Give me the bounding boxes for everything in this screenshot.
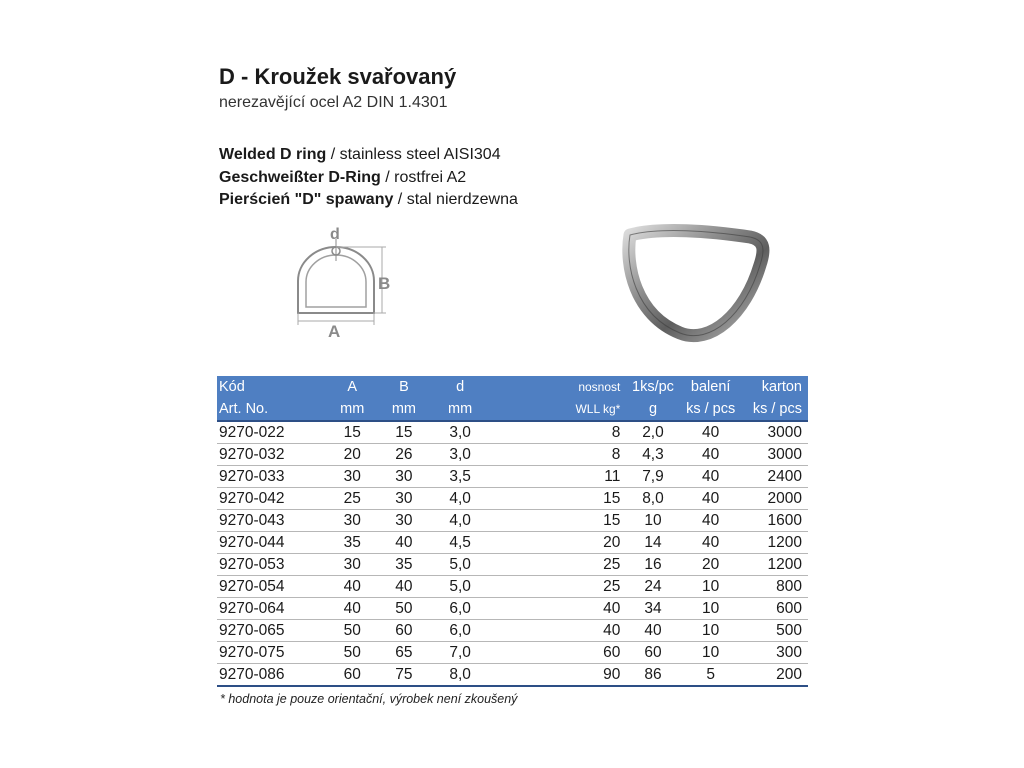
cell-d: 4,0 — [430, 510, 491, 532]
header-carton: karton — [761, 379, 802, 395]
header-weight-unit: g — [626, 398, 679, 421]
header-b-unit: mm — [378, 398, 430, 421]
cell-gap — [491, 488, 568, 510]
language-line-en — [219, 146, 501, 164]
header-carton-unit: ks / pcs — [742, 398, 808, 421]
cell-b: 60 — [378, 620, 430, 642]
cell-weight: 2,0 — [626, 421, 679, 444]
cell-pack: 20 — [680, 554, 742, 576]
language-desc-de: / rostfrei A2 — [380, 169, 467, 186]
header-wll-unit: WLL kg* — [567, 398, 626, 421]
cell-code: 9270-033 — [217, 466, 326, 488]
cell-d: 6,0 — [430, 620, 491, 642]
cell-d: 3,0 — [430, 421, 491, 444]
cell-wll: 15 — [567, 510, 626, 532]
cell-pack: 40 — [680, 532, 742, 554]
cell-carton: 300 — [742, 642, 808, 664]
language-name-de: Geschweißter D-Ring — [219, 169, 381, 186]
page-subtitle: nerezavějící ocel A2 DIN 1.4301 — [219, 94, 448, 111]
cell-weight: 40 — [626, 620, 679, 642]
cell-carton: 1600 — [742, 510, 808, 532]
table-row — [217, 532, 808, 554]
cell-a: 40 — [326, 576, 378, 598]
table-header-row-2 — [217, 398, 808, 421]
cell-pack: 10 — [680, 598, 742, 620]
cell-d: 3,0 — [430, 444, 491, 466]
cell-b: 30 — [378, 488, 430, 510]
cell-pack: 40 — [680, 510, 742, 532]
cell-code: 9270-032 — [217, 444, 326, 466]
table-row — [217, 421, 808, 444]
cell-carton: 3000 — [742, 444, 808, 466]
diagram-label-b: B — [378, 274, 391, 293]
header-gap-2 — [491, 398, 568, 421]
cell-code: 9270-065 — [217, 620, 326, 642]
cell-code: 9270-053 — [217, 554, 326, 576]
table-row — [217, 488, 808, 510]
cell-gap — [491, 664, 568, 687]
cell-weight: 7,9 — [626, 466, 679, 488]
table-row — [217, 620, 808, 642]
cell-wll: 25 — [567, 576, 626, 598]
cell-carton: 800 — [742, 576, 808, 598]
cell-b: 15 — [378, 421, 430, 444]
cell-d: 5,0 — [430, 554, 491, 576]
cell-d: 7,0 — [430, 642, 491, 664]
cell-code: 9270-086 — [217, 664, 326, 687]
table-row — [217, 598, 808, 620]
language-line-pl — [219, 191, 518, 209]
language-desc-en: / stainless steel AISI304 — [326, 146, 501, 163]
dimension-diagram — [290, 225, 400, 345]
cell-code: 9270-075 — [217, 642, 326, 664]
cell-gap — [491, 532, 568, 554]
cell-a: 30 — [326, 554, 378, 576]
cell-weight: 60 — [626, 642, 679, 664]
table-row — [217, 510, 808, 532]
cell-a: 35 — [326, 532, 378, 554]
cell-weight: 24 — [626, 576, 679, 598]
cell-code: 9270-064 — [217, 598, 326, 620]
cell-pack: 40 — [680, 488, 742, 510]
cell-d: 5,0 — [430, 576, 491, 598]
cell-code: 9270-042 — [217, 488, 326, 510]
cell-pack: 40 — [680, 421, 742, 444]
header-d: d — [456, 379, 465, 395]
cell-carton: 600 — [742, 598, 808, 620]
cell-gap — [491, 444, 568, 466]
cell-weight: 16 — [626, 554, 679, 576]
cell-gap — [491, 598, 568, 620]
cell-b: 50 — [378, 598, 430, 620]
cell-wll: 40 — [567, 598, 626, 620]
cell-carton: 2400 — [742, 466, 808, 488]
diagram-label-d: d — [330, 226, 340, 243]
cell-weight: 14 — [626, 532, 679, 554]
language-desc-pl: / stal nierdzewna — [393, 191, 518, 208]
cell-wll: 8 — [567, 421, 626, 444]
header-d-unit: mm — [430, 398, 491, 421]
language-line-de — [219, 169, 466, 187]
cell-d: 4,0 — [430, 488, 491, 510]
cell-pack: 10 — [680, 620, 742, 642]
cell-weight: 86 — [626, 664, 679, 687]
cell-wll: 11 — [567, 466, 626, 488]
cell-weight: 4,3 — [626, 444, 679, 466]
cell-d: 6,0 — [430, 598, 491, 620]
language-name-pl: Pierścień "D" spawany — [219, 191, 394, 208]
table-row — [217, 642, 808, 664]
header-code: Kód — [219, 379, 245, 395]
table-header-row-1 — [217, 376, 808, 398]
cell-pack: 40 — [680, 466, 742, 488]
cell-b: 65 — [378, 642, 430, 664]
cell-carton: 3000 — [742, 421, 808, 444]
cell-code: 9270-043 — [217, 510, 326, 532]
cell-wll: 8 — [567, 444, 626, 466]
cell-d: 4,5 — [430, 532, 491, 554]
language-name-en: Welded D ring — [219, 146, 327, 163]
cell-wll: 90 — [567, 664, 626, 687]
cell-a: 30 — [326, 510, 378, 532]
cell-gap — [491, 554, 568, 576]
header-art-no: Art. No. — [217, 398, 326, 421]
cell-a: 30 — [326, 466, 378, 488]
cell-gap — [491, 576, 568, 598]
cell-carton: 200 — [742, 664, 808, 687]
header-pack: balení — [690, 379, 731, 395]
cell-b: 40 — [378, 532, 430, 554]
table-row — [217, 466, 808, 488]
cell-gap — [491, 466, 568, 488]
cell-b: 75 — [378, 664, 430, 687]
cell-weight: 10 — [626, 510, 679, 532]
header-a-unit: mm — [326, 398, 378, 421]
cell-wll: 40 — [567, 620, 626, 642]
cell-b: 35 — [378, 554, 430, 576]
header-wll: nosnost — [578, 380, 621, 394]
cell-code: 9270-022 — [217, 421, 326, 444]
cell-carton: 500 — [742, 620, 808, 642]
cell-wll: 15 — [567, 488, 626, 510]
cell-a: 50 — [326, 620, 378, 642]
cell-b: 26 — [378, 444, 430, 466]
cell-carton: 1200 — [742, 532, 808, 554]
cell-b: 30 — [378, 510, 430, 532]
d-ring-photo — [600, 205, 780, 355]
cell-carton: 1200 — [742, 554, 808, 576]
table-row — [217, 554, 808, 576]
cell-d: 3,5 — [430, 466, 491, 488]
footnote: * hodnota je pouze orientační, výrobek není zkoušený — [220, 692, 518, 706]
cell-a: 15 — [326, 421, 378, 444]
cell-b: 30 — [378, 466, 430, 488]
cell-a: 25 — [326, 488, 378, 510]
cell-pack: 40 — [680, 444, 742, 466]
cell-wll: 20 — [567, 532, 626, 554]
cell-pack: 10 — [680, 576, 742, 598]
cell-pack: 10 — [680, 642, 742, 664]
cell-code: 9270-044 — [217, 532, 326, 554]
cell-wll: 25 — [567, 554, 626, 576]
cell-gap — [491, 642, 568, 664]
cell-gap — [491, 510, 568, 532]
cell-weight: 34 — [626, 598, 679, 620]
cell-gap — [491, 421, 568, 444]
cell-weight: 8,0 — [626, 488, 679, 510]
cell-carton: 2000 — [742, 488, 808, 510]
cell-a: 50 — [326, 642, 378, 664]
header-weight: 1ks/pc — [632, 379, 674, 395]
cell-a: 40 — [326, 598, 378, 620]
spec-table — [217, 376, 808, 687]
page-title: D - Kroužek svařovaný — [219, 64, 457, 89]
cell-b: 40 — [378, 576, 430, 598]
header-pack-unit: ks / pcs — [680, 398, 742, 421]
cell-a: 60 — [326, 664, 378, 687]
table-row — [217, 664, 808, 687]
cell-pack: 5 — [680, 664, 742, 687]
table-row — [217, 576, 808, 598]
header-gap — [491, 376, 568, 398]
header-a: A — [347, 379, 358, 395]
cell-wll: 60 — [567, 642, 626, 664]
header-b: B — [399, 379, 409, 395]
cell-gap — [491, 620, 568, 642]
table-row — [217, 444, 808, 466]
cell-d: 8,0 — [430, 664, 491, 687]
diagram-label-a: A — [328, 322, 341, 341]
cell-a: 20 — [326, 444, 378, 466]
cell-code: 9270-054 — [217, 576, 326, 598]
